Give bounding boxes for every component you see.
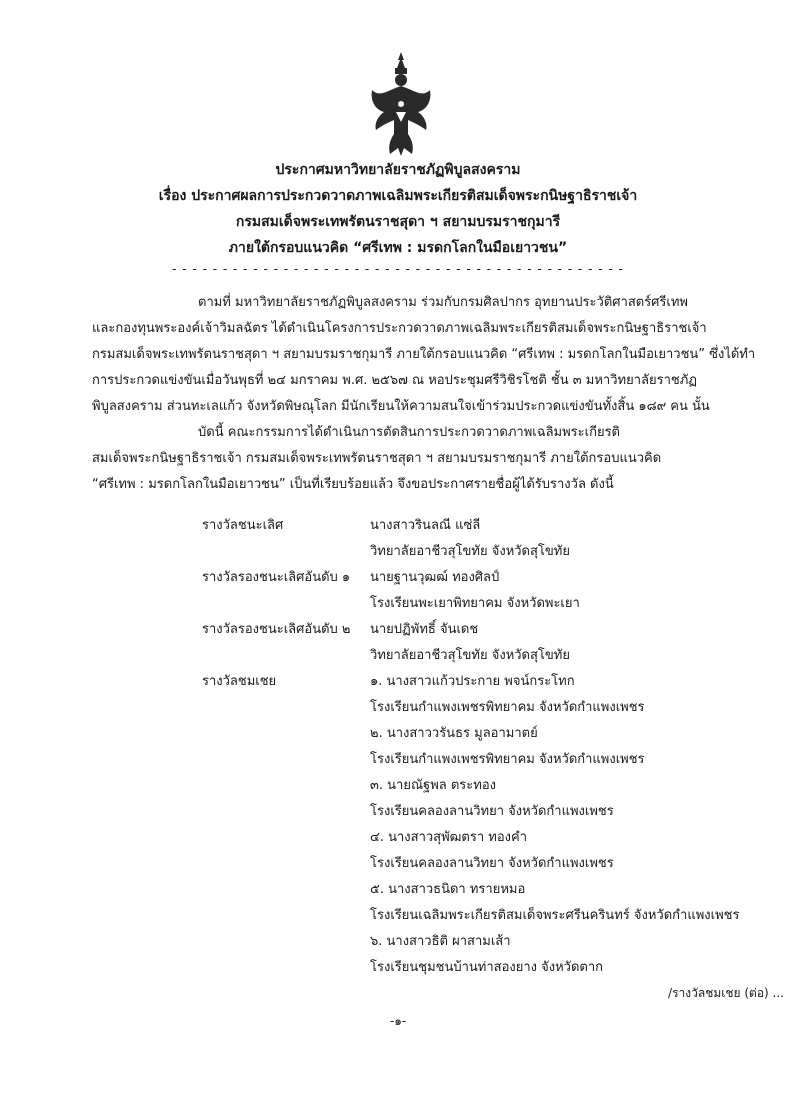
header-divider: - - - - - - - - - - - - - - - - - - - - - - - - - - - - - - - - - - - - - - - - - - - - -	[172, 262, 624, 276]
honorable-5-name: ๕. นางสาวธนิดา ทรายหมอ	[370, 882, 526, 897]
honorable-2-name: ๒. นางสาววรันธร มูลอามาตย์	[370, 726, 538, 741]
paragraph-1-line-4: การประกวดแข่งขันเมื่อวันพุธที่ ๒๔ มกราคม พ.ศ. ๒๕๖๗ ณ หอประชุมศรีวิชิรโชติ ชั้น ๓ มหาวิทยาลัยราชภัฏ	[92, 373, 698, 388]
award-label-honorable-mention: รางวัลชมเชย	[202, 674, 277, 689]
garuda-emblem-icon	[366, 50, 436, 162]
paragraph-2-line-3: “ศรีเทพ : มรดกโลกในมือเยาวชน” เป็นที่เรียบร้อยแล้ว จึงขอประกาศรายชื่อผู้ได้รับรางวัล ดังนี้	[92, 477, 614, 492]
honorable-5-school: โรงเรียนเฉลิมพระเกียรติสมเด็จพระศรีนครินทร์ จังหวัดกำแพงเพชร	[370, 908, 740, 923]
page-number: -๑-	[389, 1014, 407, 1028]
award-label-second-runner-up: รางวัลรองชนะเลิศอันดับ ๒	[202, 622, 351, 637]
honorable-2-school: โรงเรียนกำแพงเพชรพิทยาคม จังหวัดกำแพงเพชร	[370, 752, 645, 767]
paragraph-2-line-1: บัดนี้ คณะกรรมการได้ดำเนินการตัดสินการประกวดวาดภาพเฉลิมพระเกียรติ	[198, 425, 620, 440]
honorable-4-name: ๔. นางสาวสุพัฒตรา ทองคำ	[370, 830, 527, 845]
honorable-1-name: ๑. นางสาวแก้วประกาย พจน์กระโทก	[370, 674, 575, 689]
first-runner-up-school: โรงเรียนพะเยาพิทยาคม จังหวัดพะเยา	[370, 596, 580, 611]
honorable-6-school: โรงเรียนชุมชนบ้านท่าสองยาง จังหวัดตาก	[370, 960, 604, 975]
continuation-note: /รางวัลชมเชย (ต่อ) ...	[668, 986, 784, 1000]
second-runner-up-name: นายปฏิพัทธิ์ จันเดช	[370, 622, 479, 637]
announcement-subject: เรื่อง ประกาศผลการประกวดวาดภาพเฉลิมพระเกียรติสมเด็จพระกนิษฐาธิราชเจ้า	[158, 188, 638, 204]
second-runner-up-school: วิทยาลัยอาชีวสุโขทัย จังหวัดสุโขทัย	[370, 648, 570, 663]
winner-name: นางสาวรินลณี แซ่ลี	[370, 518, 481, 533]
award-label-winner: รางวัลชนะเลิศ	[202, 518, 284, 533]
paragraph-2-line-2: สมเด็จพระกนิษฐาธิราชเจ้า กรมสมเด็จพระเทพรัตนราชสุดา ฯ สยามบรมราชกุมารี ภายใต้กรอบแนวคิด	[92, 451, 662, 466]
paragraph-1-line-2: และกองทุนพระองค์เจ้าวิมลฉัตร ได้ดำเนินโครงการประกวดวาดภาพเฉลิมพระเกียรติสมเด็จพระกนิษฐาธิราชเจ้า	[92, 321, 707, 336]
honorable-3-school: โรงเรียนคลองลานวิทยา จังหวัดกำแพงเพชร	[370, 804, 614, 819]
honorable-1-school: โรงเรียนกำแพงเพชรพิทยาคม จังหวัดกำแพงเพชร	[370, 700, 645, 715]
announcement-title: ประกาศมหาวิทยาลัยราชภัฏพิบูลสงคราม	[275, 162, 521, 178]
announcement-subject-line3: ภายใต้กรอบแนวคิด “ศรีเทพ : มรดกโลกในมือเยาวชน”	[228, 240, 568, 256]
paragraph-1-line-1: ตามที่ มหาวิทยาลัยราชภัฏพิบูลสงคราม ร่วมกับกรมศิลปากร อุทยานประวัติศาสตร์ศรีเทพ	[198, 295, 688, 310]
winner-school: วิทยาลัยอาชีวสุโขทัย จังหวัดสุโขทัย	[370, 544, 570, 559]
honorable-4-school: โรงเรียนคลองลานวิทยา จังหวัดกำแพงเพชร	[370, 856, 614, 871]
award-label-first-runner-up: รางวัลรองชนะเลิศอันดับ ๑	[202, 570, 351, 585]
honorable-3-name: ๓. นายณัฐพล ตระทอง	[370, 778, 496, 793]
paragraph-1-line-5: พิบูลสงคราม ส่วนทะเลแก้ว จังหวัดพิษณุโลก มีนักเรียนให้ความสนใจเข้าร่วมประกวดแข่งขันทั้งสิ้น ๑๘๙ คน นั้น	[92, 399, 710, 414]
honorable-6-name: ๖. นางสาวธิติ ผาสามเส้า	[370, 934, 511, 949]
first-runner-up-name: นายฐานวุฒฒ์ ทองศิลป์	[370, 570, 500, 585]
announcement-subject-line2: กรมสมเด็จพระเทพรัตนราชสุดา ฯ สยามบรมราชกุมารี	[235, 214, 561, 230]
paragraph-1-line-3: กรมสมเด็จพระเทพรัตนราชสุดา ฯ สยามบรมราชกุมารี ภายใต้กรอบแนวคิด “ศรีเทพ : มรดกโลกในมือเยาวชน” ซึ่งได้ทำ	[92, 347, 756, 362]
